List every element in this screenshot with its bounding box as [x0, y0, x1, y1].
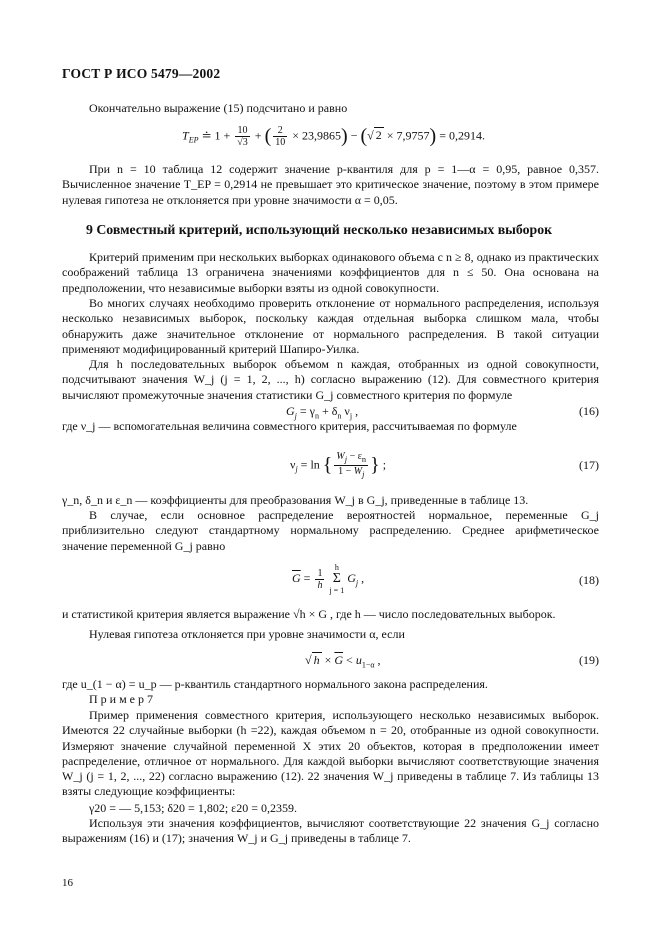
equation-number-19: (19): [579, 653, 599, 667]
equation-number-18: (18): [579, 573, 599, 587]
paragraph-normal-case: В случае, если основное распределение вероятностей нормальное, переменные G_j приблизительно следуют стандартному нормальному распределению. Среднее арифметическое значение переменной G_j равно: [62, 508, 599, 553]
coefficients-line: γ20 = — 5,153; δ20 = 1,802; ε20 = 0,2359.: [89, 801, 297, 815]
equation-18: $\overline{G}$ = $\frac{1}{h}$ h Σ j = 1 $G_j$ ,: [292, 563, 365, 595]
paragraph-example-7: Пример применения совместного критерия, использующего несколько независимых выборок. Имеются 22 случайные выборки (h =22), каждая объемом n = 20, отобранные из одной совокупности. Измеряют значение случайной переменной X этих 20 объектов, которая в предположении имеет распределение, отличное от нормального. Для каждой выборки вычисляют соответствующие значения W_j (j = 1, 2, ..., 22) согласно выражению (12). 22 значения W_j приведены в таблице 7. Из таблицы 13 взяты следующие коэффициенты:: [62, 708, 599, 799]
equation-17: $\nu_j = \ln$ { $\frac{W_j - \varepsilon_n}{1 - W_j}$ } ;: [290, 451, 387, 479]
paragraph-statistic: и статистикой критерия является выражение √h × G , где h — число последовательных выборок.: [62, 607, 556, 621]
paragraph-many-samples: Во многих случаях необходимо проверить отклонение от нормального распределения, используя несколько независимых выборок, поскольку каждая отдельная выборка слишком мала, чтобы обнаружить даже значительное отклонение от нормального распределения. В такой ситуации применяют модифицированный критерий Шапиро-Уилка.: [62, 296, 599, 356]
paragraph-applicability: Критерий применим при нескольких выборках одинакового объема с n ≥ 8, однако из практических соображений таблица 13 ограничена значениями коэффициентов для n ≤ 50. Она основана на предположении, что независимые выборки взяты из одной совокупности.: [62, 250, 599, 295]
example-label: П р и м е р 7: [89, 692, 154, 706]
section-heading-9: 9 Совместный критерий, использующий несколько независимых выборок: [86, 222, 553, 237]
page-header: ГОСТ Р ИСО 5479—2002: [62, 66, 221, 81]
paragraph-critical-value: При n = 10 таблица 12 содержит значение p-квантиля для p = 1—α = 0,95, равное 0,357. Вычисленное значение T_EP = 0,2914 не превышает это критическое значение, поэтому в этом примере нулевая гипотеза не отклоняется при уровне значимости α = 0,05.: [62, 162, 599, 207]
paragraph-intro: Окончательно выражение (15) подсчитано и равно: [89, 101, 348, 115]
paragraph-compute-g: Используя эти значения коэффициентов, вычисляют соответствующие 22 значения G_j согласно выражениям (16) и (17); значения W_j и G_j приведены в таблице 7.: [62, 816, 599, 846]
paragraph-coefficients: γ_n, δ_n и ε_n — коэффициенты для преобразования W_j в G_j, приведенные в таблице 13.: [62, 493, 529, 507]
page-number: 16: [62, 877, 73, 889]
paragraph-nu-definition: где ν_j — вспомогательная величина совместного критерия, рассчитываемая по формуле: [62, 419, 517, 433]
paragraph-h-samples: Для h последовательных выборок объемом n каждая, отобранных из одной совокупности, подсчитывают значения W_j (j = 1, 2, ..., h) согласно выражению (12). Для совместного критерия вычисляют промежуточные значения статистики G_j совместного критерия по формуле: [62, 357, 599, 402]
equation-15: $T_{EP}$ ≐ 1 + $\frac{10}{√3}$ + ( $\frac{2}{10}$ × 23,9865) − (√ 2 × 7,9757) = 0,2914.: [182, 125, 485, 148]
paragraph-quantile: где u_(1 − α) = u_p — p-квантиль стандартного нормального закона распределения.: [62, 677, 488, 691]
equation-16: $G_j = \gamma_n + \delta_n$ $\nu_j$ ,: [286, 404, 359, 421]
paragraph-reject-condition: Нулевая гипотеза отклоняется при уровне значимости α, если: [89, 627, 405, 641]
equation-number-17: (17): [579, 458, 599, 472]
equation-19: √ $h \times \overline{G} < u_{1-\alpha}$ ,: [305, 653, 381, 670]
equation-number-16: (16): [579, 404, 599, 418]
